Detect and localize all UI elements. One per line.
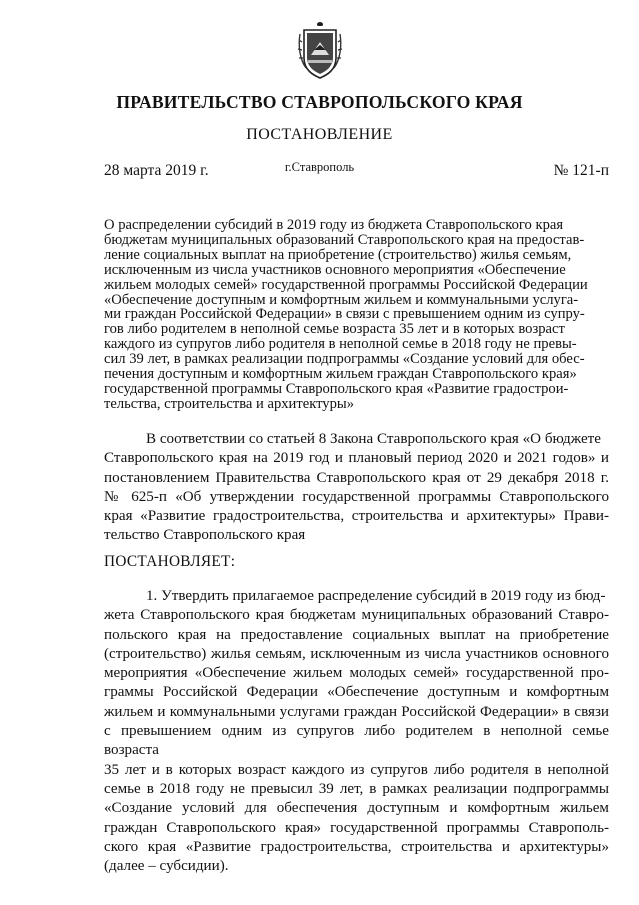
preamble-paragraph — [104, 430, 609, 546]
preamble-line: тельство Ставропольского края — [104, 527, 306, 544]
document-type: ПОСТАНОВЛЕНИЕ — [246, 126, 393, 143]
item-1-line: 1. Утвердить прилагаемое распределение субсидий в 2019 году из бюд- — [146, 588, 606, 604]
document-number: № 121-п — [553, 162, 609, 179]
preamble-line: края «Развитие градостроительства, строительства и архитектуры» Прави- — [104, 508, 609, 525]
subject-line: жильем молодых семей» государственной программы Российской Федерации — [104, 276, 588, 293]
subject-line: ми граждан Российской Федерации» в связи с превышением одним из супру- — [104, 306, 585, 323]
document-subject — [104, 218, 606, 412]
subject-line: исключенным из числа участников основного мероприятия «Обеспечение — [104, 261, 566, 278]
coat-of-arms-icon — [297, 20, 343, 80]
item-1-line: жета Ставропольского края бюджетам муниципальных образований Ставро- — [104, 607, 609, 624]
subject-line: государственной программы Ставропольского края «Развитие градострои- — [104, 380, 569, 397]
subject-line: «Обеспечение доступным и комфортным жильем и коммунальными услуга- — [104, 291, 579, 308]
item-1-line: мероприятия «Обеспечение жильем молодых семей» государственной про- — [104, 665, 609, 682]
item-1-line: «Создание условий для обеспечения доступным и комфортным жильем — [104, 800, 609, 817]
subject-line: каждого из супругов либо родителя в неполной семье в 2018 году не превы- — [104, 336, 577, 353]
item-1-line: семье в 2018 году не превысил 39 лет, в рамках реализации подпрограммы — [104, 780, 609, 797]
document-city: г.Ставрополь — [284, 160, 355, 174]
government-title: ПРАВИТЕЛЬСТВО СТАВРОПОЛЬСКОГО КРАЯ — [116, 92, 523, 112]
item-1-line: граждан Ставропольского края» государственной программы Ставрополь- — [104, 819, 609, 836]
document-date: 28 марта 2019 г. — [104, 162, 209, 179]
preamble-line: № 625-п «Об утверждении государственной программы Ставропольского — [104, 488, 609, 505]
item-1-line: жильем и коммунальными услугами граждан Российской Федерации» в связи — [104, 703, 609, 720]
item-1-paragraph — [104, 587, 609, 876]
resolves-heading: ПОСТАНОВЛЯЕТ: — [104, 553, 236, 570]
preamble-line: Ставропольского края на 2019 год и плановый период 2020 и 2021 годов» и — [104, 450, 609, 467]
item-1-line: ского края «Развитие градостроительства, строительства и архитектуры» — [104, 838, 609, 855]
subject-line: О распределении субсидий в 2019 году из бюджета Ставропольского края — [104, 217, 564, 233]
item-1-line: (строительство) жилья семьям, исключенным из числа участников основного — [104, 645, 609, 662]
item-1-line: 35 лет и в которых возраст каждого из супругов либо родителя в неполной — [104, 761, 609, 778]
item-1-line: граммы Российской Федерации «Обеспечение доступным и комфортным — [104, 684, 609, 701]
preamble-line: постановлением Правительства Ставропольского края от 29 декабря 2018 г. — [104, 469, 609, 486]
subject-line: гов либо родителем в неполной семье возраста 35 лет и в которых возраст — [104, 321, 565, 338]
subject-line: ление социальных выплат на приобретение (строительство) жилья семьям, — [104, 246, 572, 263]
subject-line: печения доступным и комфортным жильем граждан Ставропольского края» — [104, 366, 577, 383]
subject-line: бюджетам муниципальных образований Ставропольского края на предостав- — [104, 231, 585, 248]
subject-line: сил 39 лет, в рамках реализации подпрограммы «Создание условий для обес- — [104, 351, 585, 368]
preamble-line: В соответствии со статьей 8 Закона Ставропольского края «О бюджете — [146, 431, 601, 447]
item-1-line: с превышением одним из супругов либо родителем в неполной семье возраста — [104, 723, 609, 759]
item-1-line: польского края на предоставление социальных выплат на приобретение — [104, 626, 609, 643]
item-1-line: (далее – субсидии). — [104, 858, 229, 875]
subject-line: тельства, строительства и архитектуры» — [104, 395, 355, 412]
